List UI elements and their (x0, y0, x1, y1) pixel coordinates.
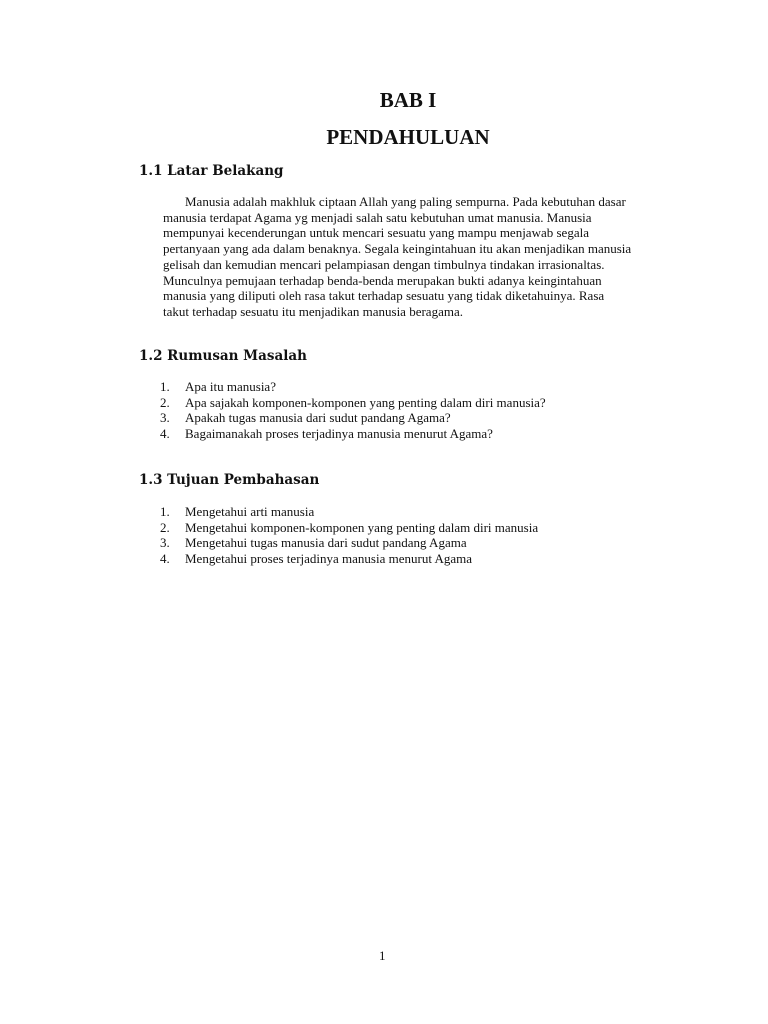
list-item-number: 4. (160, 550, 170, 566)
list-item-number: 2. (160, 519, 170, 535)
list-item-number: 3. (160, 535, 170, 551)
list-item (160, 395, 546, 411)
paragraph-line: manusia yang diliputi oleh rasa takut terhadap sesuatu yang tidak diketahuinya. Rasa (163, 288, 605, 304)
list-item-number: 1. (160, 379, 170, 394)
tujuan-pembahasan-list (160, 504, 538, 566)
list-item (160, 551, 538, 567)
list-item-number: 3. (160, 410, 170, 426)
list-item (160, 535, 538, 551)
paragraph-line: pertanyaan yang ada dalam benaknya. Segala keingintahuan itu akan menjadikan manusia (163, 241, 632, 257)
list-item-number: 2. (160, 394, 170, 410)
list-item-text: Apa sajakah komponen-komponen yang penting dalam diri manusia? (185, 394, 546, 410)
paragraph-line: Munculnya pemujaan terhadap benda-benda merupakan bukti adanya keingintahuan (163, 272, 602, 288)
chapter-title: PENDAHULUAN (326, 125, 490, 149)
list-item-number: 4. (160, 425, 170, 441)
section-title-rumusan-masalah: 1.2 Rumusan Masalah (139, 348, 307, 364)
list-item-text: Bagaimanakah proses terjadinya manusia menurut Agama? (185, 425, 493, 441)
list-item-text: Mengetahui tugas manusia dari sudut pandang Agama (185, 535, 467, 551)
page-number: 1 (379, 948, 386, 963)
list-item-text: Mengetahui proses terjadinya manusia menurut Agama (185, 550, 473, 566)
section-title-tujuan-pembahasan: 1.3 Tujuan Pembahasan (139, 472, 320, 488)
section-title-latar-belakang: 1.1 Latar Belakang (139, 163, 284, 179)
list-item (160, 520, 538, 536)
list-item-text: Apa itu manusia? (185, 379, 276, 394)
paragraph-line: gelisah dan kemudian mencari pelampiasan dengan timbulnya tindakan irrasionaltas. (163, 256, 605, 272)
paragraph-line: mempunyai kecenderungan untuk mencari sesuatu yang mampu menjawab segala (163, 225, 589, 241)
list-item-text: Mengetahui arti manusia (185, 504, 315, 519)
list-item (160, 379, 546, 395)
list-item (160, 426, 546, 442)
rumusan-masalah-list (160, 379, 546, 441)
list-item-number: 1. (160, 504, 170, 519)
list-item-text: Mengetahui komponen-komponen yang penting dalam diri manusia (185, 519, 539, 535)
paragraph-line: Manusia adalah makhluk ciptaan Allah yang paling sempurna. Pada kebutuhan dasar (185, 194, 626, 209)
list-item (160, 504, 538, 520)
latar-belakang-paragraph (163, 194, 683, 320)
list-item-text: Apakah tugas manusia dari sudut pandang Agama? (185, 410, 451, 426)
chapter-number: BAB I (379, 88, 437, 112)
paragraph-line: takut terhadap sesuatu itu menjadikan manusia beragama. (163, 303, 463, 319)
list-item (160, 410, 546, 426)
paragraph-line: manusia terdapat Agama yg menjadi salah satu kebutuhan umat manusia. Manusia (163, 209, 592, 225)
